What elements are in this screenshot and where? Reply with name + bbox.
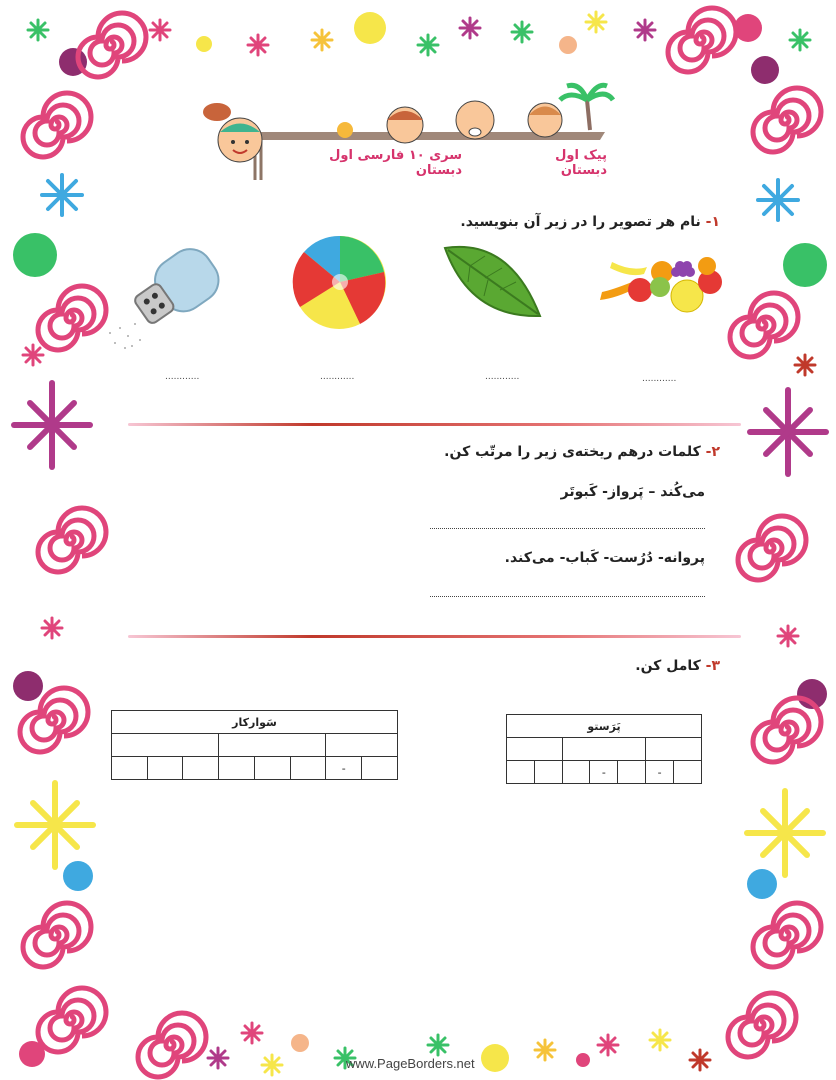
q1-text: نام هر تصویر را در زیر آن بنویسید. [460, 214, 701, 230]
letter-cell[interactable] [362, 757, 398, 780]
beach-ball-icon [290, 232, 390, 332]
q1-number: ۱- [705, 214, 720, 230]
letter-cell[interactable]: - [590, 761, 618, 784]
fruits-icon [592, 252, 727, 317]
watermark-text: www.PageBorders.net [346, 1056, 475, 1071]
q2-number: ۲- [705, 444, 720, 460]
q1-answer-blank-3[interactable]: ............ [320, 372, 355, 382]
letter-cell[interactable] [534, 761, 562, 784]
q2-answer-line-1[interactable] [430, 528, 705, 529]
salt-shaker-icon [100, 228, 245, 353]
letter-cell[interactable] [147, 757, 183, 780]
q1-title [420, 214, 720, 230]
letter-cell[interactable] [674, 761, 702, 784]
syllable-cell[interactable] [326, 734, 398, 757]
letter-cell[interactable] [254, 757, 290, 780]
section-divider-1 [128, 423, 741, 426]
q1-answer-blank-4[interactable]: ............ [165, 372, 200, 382]
section-divider-2 [128, 635, 741, 638]
syllable-cell[interactable] [562, 738, 646, 761]
header-left-title: پیک اول دبستان [555, 148, 607, 178]
letter-cell[interactable]: - [326, 757, 362, 780]
letter-cell[interactable]: - [646, 761, 674, 784]
word-table-parasto-word: پَرَستو [507, 715, 702, 738]
q1-answer-blank-1[interactable]: ............ [642, 374, 677, 384]
q3-title [560, 658, 720, 674]
q2-answer-line-2[interactable] [430, 596, 705, 597]
letter-cell[interactable] [183, 757, 219, 780]
q2-sentence-2: پروانه- دُرُست- کَباب- می‌کند. [504, 550, 705, 566]
leaf-icon [440, 238, 545, 323]
q1-answer-blank-2[interactable]: ............ [485, 372, 520, 382]
syllable-cell[interactable] [507, 738, 563, 761]
letter-cell[interactable] [562, 761, 590, 784]
q2-title [400, 444, 720, 460]
syllable-cell[interactable] [219, 734, 326, 757]
q3-text: کامل کن. [635, 658, 701, 674]
word-table-savarkar [111, 710, 398, 780]
q3-number: ۳- [705, 658, 720, 674]
header-right-title: سری ۱۰ فارسی اول دبستان [329, 148, 462, 178]
letter-cell[interactable] [618, 761, 646, 784]
q2-sentence-1: می‌کُند – پَرواز- کَبوتَر [560, 484, 705, 500]
syllable-cell[interactable] [646, 738, 702, 761]
letter-cell[interactable] [112, 757, 148, 780]
word-table-savarkar-word: سَوارکار [112, 711, 398, 734]
letter-cell[interactable] [290, 757, 326, 780]
letter-cell[interactable] [219, 757, 255, 780]
syllable-cell[interactable] [112, 734, 219, 757]
letter-cell[interactable] [507, 761, 535, 784]
q2-text: کلمات درهم ریخته‌ی زیر را مرتّب کن. [444, 444, 701, 460]
word-table-parasto [506, 714, 702, 784]
